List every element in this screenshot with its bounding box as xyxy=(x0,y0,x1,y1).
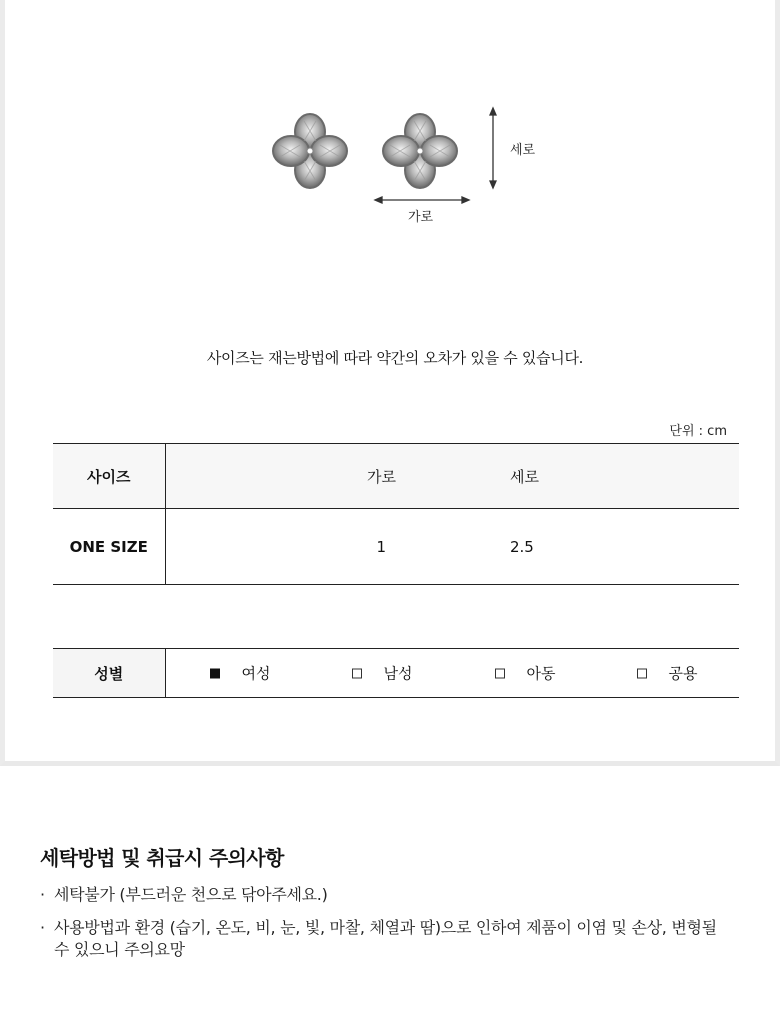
size-row-label: ONE SIZE xyxy=(53,509,165,585)
width-value: 1 xyxy=(165,509,510,585)
care-title: 세탁방법 및 취급시 주의사항 xyxy=(40,846,284,870)
gender-option-male xyxy=(352,663,413,684)
gender-option-label: 공용 xyxy=(668,664,698,683)
size-notice: 사이즈는 재는방법에 따라 약간의 오차가 있을 수 있습니다. xyxy=(206,349,584,367)
size-table xyxy=(53,443,739,585)
height-dimension-arrow xyxy=(490,108,496,188)
width-dimension-label: 가로 xyxy=(408,210,434,225)
bullet-icon: · xyxy=(40,885,45,904)
height-value: 2.5 xyxy=(510,509,739,585)
care-item xyxy=(40,917,730,961)
checkbox-filled-icon xyxy=(210,668,220,678)
gender-label: 성별 xyxy=(53,649,165,698)
care-list xyxy=(40,884,730,972)
gender-row xyxy=(53,649,739,698)
gender-options xyxy=(165,649,739,698)
gender-table xyxy=(53,648,739,698)
gender-option-label: 여성 xyxy=(241,664,271,683)
gender-option-label: 아동 xyxy=(526,664,556,683)
bullet-icon: · xyxy=(40,918,45,937)
care-item-text: 사용방법과 환경 (습기, 온도, 비, 눈, 빛, 마찰, 체열과 땀)으로 인하여 제품이 이염 및 손상, 변형될 수 있으니 주의요망 xyxy=(54,918,717,959)
care-item xyxy=(40,884,730,906)
size-table-row xyxy=(53,509,739,585)
height-header: 세로 xyxy=(510,444,739,509)
width-header: 가로 xyxy=(165,444,510,509)
height-dimension-label: 세로 xyxy=(510,143,536,158)
unit-label: 단위 : cm xyxy=(669,424,727,439)
checkbox-empty-icon xyxy=(352,668,362,678)
gender-option-label: 남성 xyxy=(383,664,413,683)
width-dimension-arrow xyxy=(375,197,469,203)
earring-left-image xyxy=(273,114,347,188)
size-table-header-row xyxy=(53,444,739,509)
checkbox-empty-icon xyxy=(637,668,647,678)
gender-option-child xyxy=(495,663,556,684)
gender-option-unisex xyxy=(637,663,698,684)
size-header-label: 사이즈 xyxy=(53,444,165,509)
gender-option-female xyxy=(210,663,271,684)
checkbox-empty-icon xyxy=(495,668,505,678)
earring-size-diagram xyxy=(5,0,780,240)
earring-right-image xyxy=(383,114,457,188)
care-item-text: 세탁불가 (부드러운 천으로 닦아주세요.) xyxy=(54,885,328,904)
